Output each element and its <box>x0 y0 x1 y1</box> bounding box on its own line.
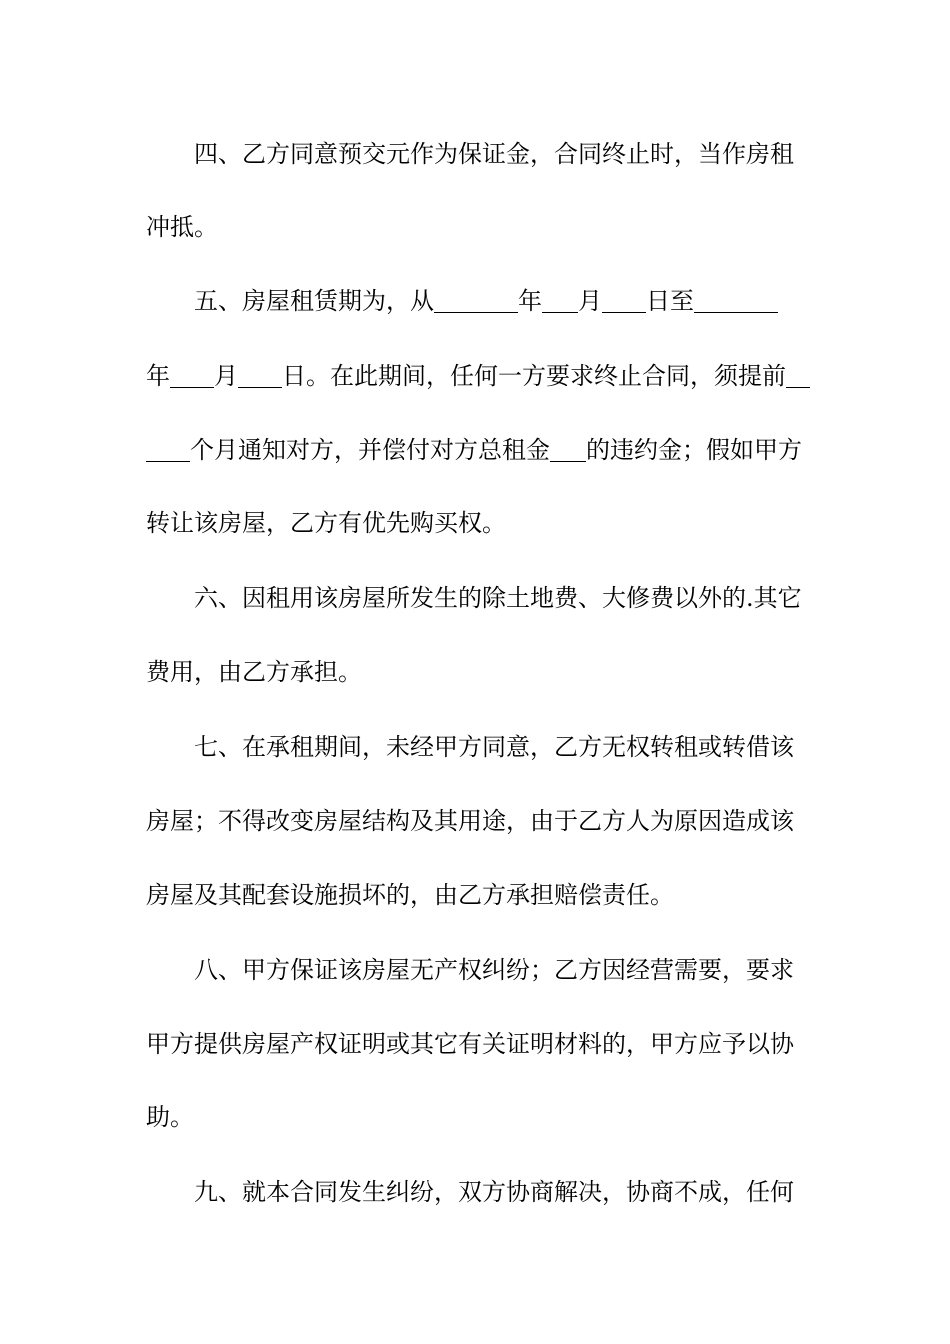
clause-9-line-1: 九、就本合同发生纠纷，双方协商解决，协商不成，任何 <box>194 1178 794 1206</box>
text-notice: 个月通知对方，并偿付对方总租金 <box>190 436 550 464</box>
blank-start-day[interactable] <box>602 290 646 313</box>
text-month: 月 <box>578 287 602 315</box>
clause-6-line-2: 费用，由乙方承担。 <box>146 658 362 686</box>
clause-5-line-2 <box>146 356 806 396</box>
text-penalty: 的违约金；假如甲方 <box>586 436 802 464</box>
blank-notice-months[interactable] <box>146 439 190 462</box>
clause-6-line-1: 六、因租用该房屋所发生的除土地费、大修费以外的.其它 <box>194 584 802 612</box>
clause-5-line-4: 转让该房屋，乙方有优先购买权。 <box>146 509 506 537</box>
blank-penalty-rate[interactable] <box>550 439 586 462</box>
text-month-2: 月 <box>214 362 238 390</box>
clause-7-line-1: 七、在承租期间，未经甲方同意，乙方无权转租或转借该 <box>194 733 794 761</box>
blank-start-year[interactable] <box>434 290 518 313</box>
text-day-to: 日至 <box>646 287 694 315</box>
clause-4-line-1: 四、乙方同意预交元作为保证金，合同终止时，当作房租 <box>194 140 794 168</box>
blank-end-month[interactable] <box>170 365 214 388</box>
clause-8-line-1: 八、甲方保证该房屋无产权纠纷；乙方因经营需要，要求 <box>194 956 794 984</box>
text-year-2: 年 <box>146 362 170 390</box>
blank-end-day[interactable] <box>238 365 282 388</box>
blank-end-year-part[interactable] <box>694 290 778 313</box>
clause-4-line-2: 冲抵。 <box>146 213 218 241</box>
clause-7-line-3: 房屋及其配套设施损坏的，由乙方承担赔偿责任。 <box>146 881 674 909</box>
blank-start-month[interactable] <box>542 290 578 313</box>
blank-notice-months-part[interactable] <box>786 365 810 388</box>
clause-5-text: 五、房屋租赁期为，从 <box>194 287 434 315</box>
text-year: 年 <box>518 287 542 315</box>
clause-8-line-2: 甲方提供房屋产权证明或其它有关证明材料的，甲方应予以协 <box>146 1030 794 1058</box>
clause-5-line-3 <box>146 430 806 470</box>
text-termination: 日。在此期间，任何一方要求终止合同，须提前 <box>282 362 786 390</box>
clause-5-line-1 <box>194 281 806 321</box>
clause-8-line-3: 助。 <box>146 1103 194 1131</box>
clause-7-line-2: 房屋；不得改变房屋结构及其用途，由于乙方人为原因造成该 <box>146 807 794 835</box>
